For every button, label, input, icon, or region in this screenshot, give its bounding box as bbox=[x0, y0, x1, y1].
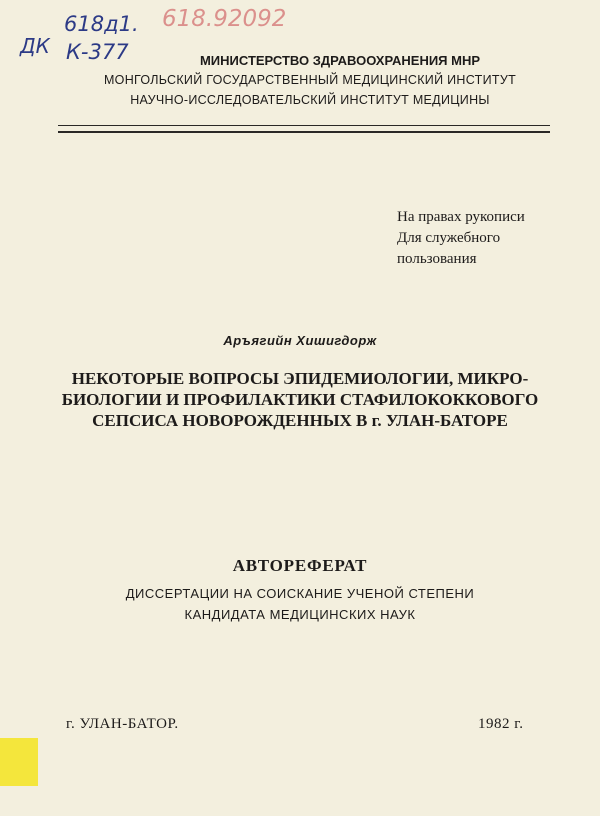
manuscript-notice bbox=[397, 207, 525, 270]
subtitle-line-2: КАНДИДАТА МЕДИЦИНСКИХ НАУК bbox=[184, 607, 416, 622]
yellow-tab-sticker bbox=[0, 738, 38, 786]
shelf-mark-code: К-377 bbox=[66, 40, 129, 64]
abstract-heading: АВТОРЕФЕРАТ bbox=[232, 556, 368, 575]
notice-line-1: На правах рукописи bbox=[397, 209, 525, 225]
title-line-1: НЕКОТОРЫЕ ВОПРОСЫ ЭПИДЕМИОЛОГИИ, МИКРО- bbox=[71, 369, 529, 388]
title-line-2: БИОЛОГИИ И ПРОФИЛАКТИКИ СТАФИЛОКОККОВОГО bbox=[61, 390, 539, 409]
author-name: Аръягийн Хишигдорж bbox=[223, 333, 377, 348]
title-line-3: СЕПСИСА НОВОРОЖДЕННЫХ В г. УЛАН-БАТОРЕ bbox=[92, 411, 508, 430]
footer-city: г. УЛАН-БАТОР. bbox=[66, 716, 179, 732]
subtitle-line-1: ДИССЕРТАЦИИ НА СОИСКАНИЕ УЧЕНОЙ СТЕПЕНИ bbox=[125, 586, 475, 601]
dissertation-title bbox=[0, 368, 600, 431]
shelf-mark-top: 618д1. bbox=[64, 12, 139, 36]
divider-thin bbox=[58, 125, 550, 126]
header-ministry: МИНИСТЕРСТВО ЗДРАВООХРАНЕНИЯ МНР bbox=[199, 53, 481, 68]
header-research-institute: НАУЧНО-ИССЛЕДОВАТЕЛЬСКИЙ ИНСТИТУТ МЕДИЦИНЫ bbox=[130, 93, 490, 107]
shelf-mark-prefix: ДК bbox=[20, 34, 50, 58]
notice-line-2: Для служебного bbox=[397, 230, 501, 246]
inventory-number: 618.92092 bbox=[162, 6, 287, 32]
footer-year: 1982 г. bbox=[478, 716, 524, 732]
header-institute: МОНГОЛЬСКИЙ ГОСУДАРСТВЕННЫЙ МЕДИЦИНСКИЙ ИНСТИТУТ bbox=[103, 73, 517, 87]
abstract-subtitle bbox=[0, 583, 600, 625]
divider-thick bbox=[58, 131, 550, 133]
notice-line-3: пользования bbox=[397, 251, 477, 267]
